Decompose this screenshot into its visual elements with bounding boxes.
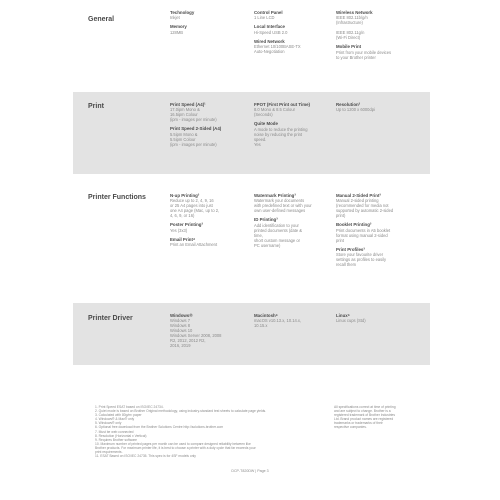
spec-value: 1 Line LCD bbox=[254, 15, 275, 21]
printer-driver-section bbox=[73, 303, 430, 365]
spec-block bbox=[170, 10, 254, 20]
driver-column-2 bbox=[254, 313, 338, 332]
spec-block bbox=[254, 217, 338, 247]
spec-title: Print Profiles³ bbox=[336, 246, 365, 252]
spec-block bbox=[254, 39, 338, 54]
spec-title: Linux⁶ bbox=[336, 313, 350, 318]
spec-value: Store your favourite driver settings as profiles to easily recall them bbox=[336, 251, 387, 267]
printer-functions-section bbox=[73, 188, 430, 288]
footnote: print requirements. bbox=[95, 450, 123, 455]
print-column-2 bbox=[254, 102, 338, 151]
general-section bbox=[73, 10, 430, 90]
spec-title: Technology bbox=[170, 10, 195, 15]
spec-block bbox=[336, 44, 420, 59]
spec-block bbox=[254, 10, 338, 20]
footnote: 6. Optional free download from the Brother Solutions Centre http://solutions.brother.com bbox=[95, 425, 224, 430]
spec-value: 17.0ipm Mono & 16.5ipm Colour (ipm - images per minute) bbox=[170, 107, 217, 123]
section-title: Printer Functions bbox=[88, 194, 146, 201]
spec-value: Print documents in A5 booklet format using manual 2-sided print bbox=[336, 227, 391, 243]
spec-value: Hi-Speed USB 2.0 bbox=[254, 29, 288, 35]
spec-title: FPOT (First Print out Time) bbox=[254, 102, 311, 107]
print-column-3 bbox=[336, 102, 420, 116]
spec-title: Mobile Print bbox=[336, 44, 362, 50]
spec-value: Up to 1200 x 6000dpi bbox=[336, 107, 375, 113]
spec-value: Manual 2-sided printing (recommended for media not supported by automatic 2-sided print) bbox=[336, 198, 394, 219]
spec-value: 5.5ipm Mono & 5.5ipm Colour (ipm - images per minute) bbox=[170, 131, 217, 147]
spec-title: N-up Printing³ bbox=[170, 193, 200, 198]
print-section bbox=[73, 92, 430, 174]
spec-block bbox=[254, 24, 338, 34]
spec-title: Email Print⁴ bbox=[170, 236, 196, 242]
spec-title: Poster Printing³ bbox=[170, 222, 203, 228]
spec-block bbox=[336, 10, 420, 40]
spec-block bbox=[336, 193, 420, 218]
spec-block bbox=[254, 121, 338, 146]
spec-value: Ethernet 10/100BASE-TX Auto-Negotiation bbox=[254, 43, 301, 54]
general-column-3 bbox=[336, 10, 420, 64]
driver-column-1 bbox=[170, 313, 254, 352]
spec-block bbox=[254, 313, 338, 328]
section-title: Print bbox=[88, 103, 104, 110]
footnote: 3. Calculated with 80g/m² paper bbox=[95, 413, 142, 418]
spec-title: ID Printing³ bbox=[254, 217, 278, 223]
spec-block bbox=[336, 102, 420, 112]
footnote: 11. ESAT Based on ISO/IEC 24735. This spec is for 4SF models only bbox=[95, 454, 196, 459]
spec-title: Control Panel bbox=[254, 10, 283, 15]
spec-block bbox=[336, 222, 420, 242]
spec-block bbox=[254, 193, 338, 213]
spec-block bbox=[170, 102, 254, 122]
footnotes bbox=[95, 405, 295, 458]
spec-block bbox=[170, 237, 254, 247]
footnote: 9. Requires Brother software bbox=[95, 437, 137, 442]
spec-block bbox=[170, 24, 254, 34]
spec-value: Linux cups (Std) bbox=[336, 318, 366, 324]
footnote: Brother products. For maximum printer life, it is best to choose a printer with a duty cycle that far exceeds your bbox=[95, 445, 256, 450]
spec-value: Watermark your documents with predefined text or with your own user-defined messages bbox=[254, 198, 312, 214]
footnote: 7. Must be web connected bbox=[95, 429, 134, 434]
spec-title: Memory bbox=[170, 24, 187, 30]
spec-value: 128MB bbox=[170, 29, 183, 35]
footnote: 4. Windows® & Mac® only bbox=[95, 417, 135, 422]
functions-column-1 bbox=[170, 193, 254, 251]
general-column-1 bbox=[170, 10, 254, 39]
spec-value: Windows 7 Windows 8 Windows 10 Windows Server 2008, 2008 R2, 2012, 2012 R2, 2016, 2019 bbox=[170, 318, 222, 349]
footnote: 2. Quiet mode is based on Brother Original methodology, using industry-standard test sheets to calculate page yields. bbox=[95, 409, 267, 414]
print-column-1 bbox=[170, 102, 254, 151]
spec-title: Local Interface bbox=[254, 24, 285, 30]
spec-block bbox=[254, 102, 338, 117]
spec-value: Reduce up to 2, 4, 9, 16 or 25 A4 pages into just one A4 page (Mac, up to 2, 4, 6, 9, or 16) bbox=[170, 198, 220, 219]
spec-title: Watermark Printing³ bbox=[254, 193, 296, 198]
spec-value: 8.0 Mono & 8.5 Colour (Seconds) bbox=[254, 107, 295, 118]
spec-value: Print an Email Attachment bbox=[170, 241, 218, 247]
spec-block bbox=[170, 126, 254, 146]
spec-value: IEEE 802.11b/g/n (Infrastructure) IEEE 802.11g/n (Wi-Fi Direct) bbox=[336, 15, 368, 41]
spec-title: Macintosh⁶ bbox=[254, 313, 278, 318]
spec-value: Print from your mobile devices to your Brother printer bbox=[336, 49, 392, 60]
functions-column-3 bbox=[336, 193, 420, 271]
spec-title: Manual 2-Sided Print³ bbox=[336, 193, 381, 198]
spec-title: Booklet Printing³ bbox=[336, 222, 372, 228]
spec-title: Quite Mode bbox=[254, 121, 278, 127]
spec-block bbox=[170, 222, 254, 232]
footnote: 10. Maximum number of printed pages per month can be used to compare designed reliability between like bbox=[95, 441, 251, 446]
page-footer: DCP-T820DW | Page 3 bbox=[231, 469, 269, 473]
section-title: Printer Driver bbox=[88, 315, 133, 322]
spec-block bbox=[336, 313, 420, 323]
spec-value: macOS v10.13.x, 10.14.x, 10.15.x bbox=[254, 318, 302, 329]
driver-column-3 bbox=[336, 313, 420, 327]
spec-title: Resolution³ bbox=[336, 102, 361, 107]
legal-disclaimer: All specifications correct at time of printing and are subject to change. Brother is a registered trademark of Brother Industries Ltd. Brand product names are registered trademarks or trademarks of their respective companies. bbox=[334, 405, 396, 430]
footnote: 8. Resolution (Horizontal x Vertical) bbox=[95, 433, 147, 438]
spec-title: Windows® bbox=[170, 313, 193, 318]
spec-value: Inkjet bbox=[170, 15, 180, 21]
functions-column-2 bbox=[254, 193, 338, 252]
spec-title: Print Speed (A4)¹ bbox=[170, 102, 206, 107]
spec-block bbox=[170, 193, 254, 218]
spec-value: A mode to reduce the printing noise by reducing the print speed. Yes bbox=[254, 126, 308, 147]
spec-title: Print Speed 2-Sided (A4) bbox=[170, 126, 222, 132]
spec-block bbox=[336, 247, 420, 267]
spec-value: Yes (3x3) bbox=[170, 227, 188, 233]
spec-block bbox=[170, 313, 254, 348]
spec-title: Wireless Network bbox=[336, 10, 373, 15]
spec-title: Wired Network bbox=[254, 38, 285, 44]
spec-value: Add identification to your printed documents (date & time, short custom message or PC username) bbox=[254, 222, 303, 248]
footnote: 5. Windows® only bbox=[95, 421, 122, 426]
section-title: General bbox=[88, 16, 115, 23]
general-column-2 bbox=[254, 10, 338, 58]
footnote: 1. Print Speed ESAT based on ISO/IEC 24734. bbox=[95, 405, 164, 409]
